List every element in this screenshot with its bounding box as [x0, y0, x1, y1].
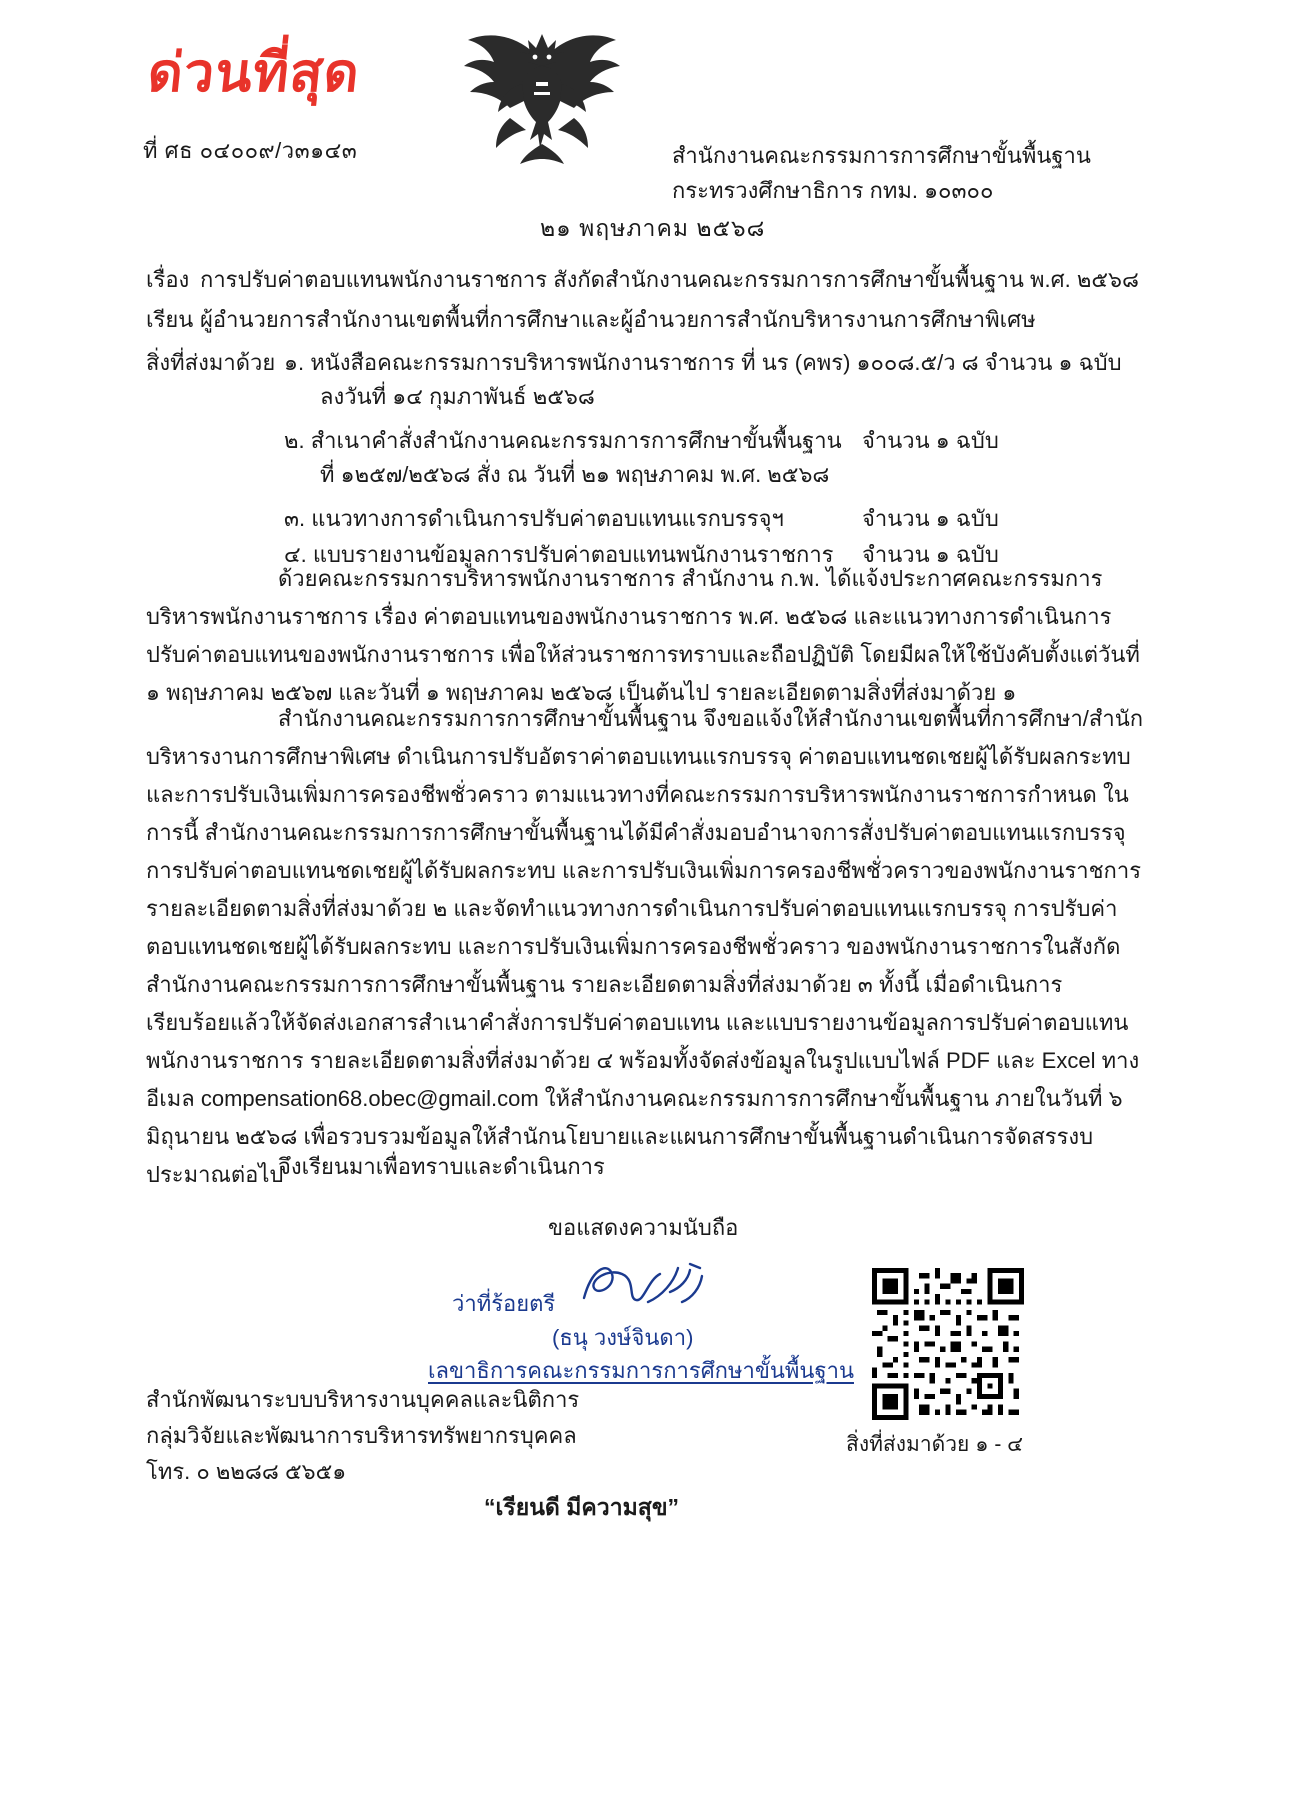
addressee-label: เรียน	[146, 307, 194, 332]
signature-name: (ธนุ วงษ์จินดา)	[552, 1325, 694, 1350]
enclosure-count: จำนวน ๑ ฉบับ	[862, 542, 999, 567]
body-paragraph-3: จึงเรียนมาเพื่อทราบและดำเนินการ	[278, 1154, 605, 1179]
enclosure-count: จำนวน ๑ ฉบับ	[862, 428, 999, 453]
subject-label: เรื่อง	[146, 267, 190, 292]
footer-motto: “เรียนดี มีความสุข”	[484, 1494, 680, 1520]
body-paragraph-1: ด้วยคณะกรรมการบริหารพนักงานราชการ สำนักงาน ก.พ. ได้แจ้งประกาศคณะกรรมการบริหารพนักงานราชการ เรื่อง ค่าตอบแทนของพนักงานราชการ พ.ศ. ๒๕๖๘ และแนวทางการดำเนินการปรับค่าตอบแทนของพนักงานราชการ เพื่อให้ส่วนราชการทราบและถือปฏิบัติ โดยมีผลให้ใช้บังคับตั้งแต่วันที่ ๑ พฤษภาคม ๒๕๖๗ และวันที่ ๑ พฤษภาคม ๒๕๖๘ เป็นต้นไป รายละเอียดตามสิ่งที่ส่งมาด้วย ๑	[146, 566, 1140, 705]
organization-line-2: กระทรวงศึกษาธิการ กทม. ๑๐๓๐๐	[672, 178, 994, 203]
document-number: ที่ ศธ ๐๔๐๐๙/ว๓๑๔๓	[143, 138, 358, 163]
handwritten-signature	[578, 1258, 708, 1312]
qr-caption: สิ่งที่ส่งมาด้วย ๑ - ๔	[846, 1433, 1024, 1456]
garuda-emblem-icon	[452, 22, 632, 172]
organization-line-1: สำนักงานคณะกรรมการการศึกษาขั้นพื้นฐาน	[672, 143, 1091, 168]
enclosure-subtext: ที่ ๑๒๕๗/๒๕๖๘ สั่ง ณ วันที่ ๒๑ พฤษภาคม พ.ศ. ๒๕๖๘	[320, 462, 830, 487]
enclosure-count: จำนวน ๑ ฉบับ	[862, 506, 999, 531]
list-item	[284, 345, 1244, 417]
urgent-stamp: ด่วนที่สุด	[144, 43, 364, 103]
body-paragraph-2: สำนักงานคณะกรรมการการศึกษาขั้นพื้นฐาน จึงขอแจ้งให้สำนักงานเขตพื้นที่การศึกษา/สำนักบริหารงานการศึกษาพิเศษ ดำเนินการปรับอัตราค่าตอบแทนแรกบรรจุ ค่าตอบแทนชดเชยผู้ได้รับผลกระทบ และการปรับเงินเพิ่มการครองชีพชั่วคราว ตามแนวทางที่คณะกรรมการบริหารพนักงานราชการกำหนด ในการนี้ สำนักงานคณะกรรมการการศึกษาขั้นพื้นฐานได้มีคำสั่งมอบอำนาจการสั่งปรับค่าตอบแทนแรกบรรจุ การปรับค่าตอบแทนชดเชยผู้ได้รับผลกระทบ และการปรับเงินเพิ่มการครองชีพชั่วคราวของพนักงานราชการ รายละเอียดตามสิ่งที่ส่งมาด้วย ๒ และจัดทำแนวทางการดำเนินการปรับค่าตอบแทนแรกบรรจุ การปรับค่าตอบแทนชดเชยผู้ได้รับผลกระทบ และการปรับเงินเพิ่มการครองชีพชั่วคราว ของพนักงานราชการในสังกัดสำนักงานคณะกรรมการการศึกษาขั้นพื้นฐาน รายละเอียดตามสิ่งที่ส่งมาด้วย ๓ ทั้งนี้ เมื่อดำเนินการเรียบร้อยแล้วให้จัดส่งเอกสารสำเนาคำสั่งการปรับค่าตอบแทน และแบบรายงานข้อมูลการปรับค่าตอบแทนพนักงานราชการ รายละเอียดตามสิ่งที่ส่งมาด้วย ๔ พร้อมทั้งจัดส่งข้อมูลในรูปแบบไฟล์ PDF และ Excel ทางอีเมล compensation68.obec@gmail.com ให้สำนักงานคณะกรรมการการศึกษาขั้นพื้นฐาน ภายในวันที่ ๖ มิถุนายน ๒๕๖๘ เพื่อรวบรวมข้อมูลให้สำนักนโยบายและแผนการศึกษาขั้นพื้นฐานดำเนินการจัดสรรงบประมาณต่อไป	[146, 706, 1144, 1187]
list-item	[284, 423, 1244, 495]
enclosure-subtext: ลงวันที่ ๑๔ กุมภาพันธ์ ๒๕๖๘	[320, 384, 595, 409]
signature-title: เลขาธิการคณะกรรมการการศึกษาขั้นพื้นฐาน	[428, 1358, 854, 1383]
closing-salutation: ขอแสดงความนับถือ	[548, 1215, 739, 1240]
enclosure-text: ๔. แบบรายงานข้อมูลการปรับค่าตอบแทนพนักงานราชการ	[284, 542, 834, 567]
enclosure-text: ๑. หนังสือคณะกรรมการบริหารพนักงานราชการ ที่ นร (คพร) ๑๐๐๘.๕/ว ๘ จำนวน ๑ ฉบับ	[284, 350, 1122, 375]
footer-department: สำนักพัฒนาระบบบริหารงานบุคคลและนิติการ	[146, 1387, 580, 1412]
enclosures-list	[284, 345, 1244, 573]
footer-group: กลุ่มวิจัยและพัฒนาการบริหารทรัพยากรบุคคล	[146, 1423, 577, 1448]
footer-telephone: โทร. ๐ ๒๒๘๘ ๕๖๕๑	[146, 1459, 347, 1484]
enclosure-text: ๓. แนวทางการดำเนินการปรับค่าตอบแทนแรกบรรจุฯ	[284, 506, 784, 531]
addressee-value: ผู้อำนวยการสำนักงานเขตพื้นที่การศึกษาและผู้อำนวยการสำนักบริหารงานการศึกษาพิเศษ	[200, 307, 1036, 332]
enclosures-label: สิ่งที่ส่งมาด้วย	[146, 350, 276, 375]
signature-rank: ว่าที่ร้อยตรี	[452, 1291, 556, 1316]
qr-code[interactable]	[872, 1268, 1024, 1420]
list-item	[284, 501, 1244, 531]
subject-value: การปรับค่าตอบแทนพนักงานราชการ สังกัดสำนักงานคณะกรรมการการศึกษาขั้นพื้นฐาน พ.ศ. ๒๕๖๘	[200, 267, 1139, 292]
document-date: ๒๑ พฤษภาคม ๒๕๖๘	[540, 215, 766, 241]
enclosure-text: ๒. สำเนาคำสั่งสำนักงานคณะกรรมการการศึกษาขั้นพื้นฐาน	[284, 428, 842, 453]
